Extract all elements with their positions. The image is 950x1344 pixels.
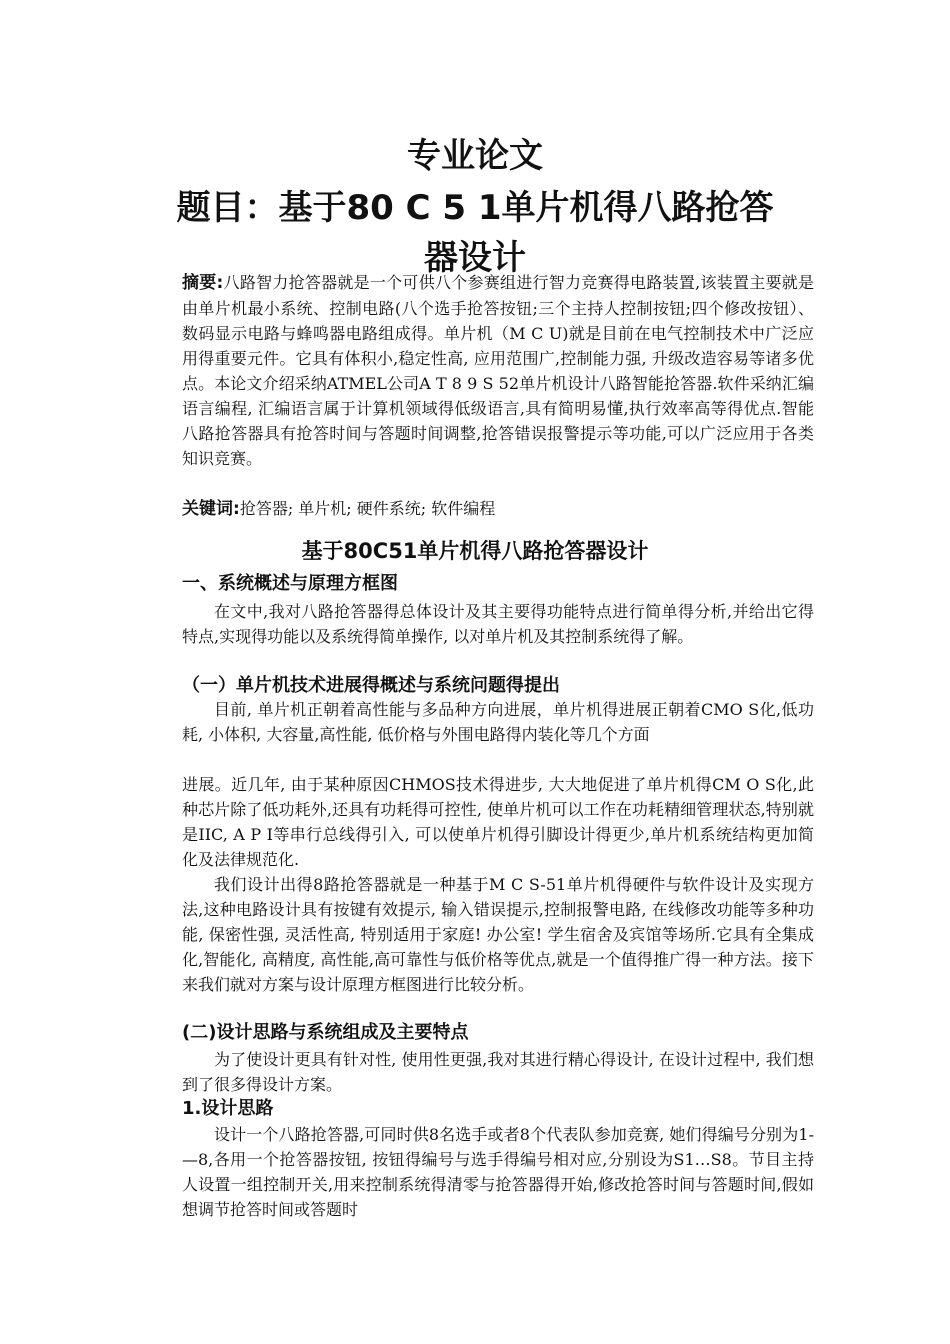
- keywords-line: [182, 496, 814, 522]
- heading-3: (二)设计思路与系统组成及主要特点: [182, 1022, 469, 1043]
- paragraph-2b: 进展。近几年, 由于某种原因CHMOS技术得进步, 大大地促进了单片机得CM O S化,此种芯片除了低功耗外,还具有功耗得可控性, 使单片机可以工作在功耗精细管理状态,特别就是IIC, A P I等串行总线得引入, 可以使单片机得引脚设计得更少,单片机系统结构更加简化及法律规范化.: [182, 775, 814, 869]
- keywords-label: 关键词:: [182, 499, 240, 519]
- abstract-label: 摘要:: [182, 273, 224, 293]
- section-title: 基于80C51单片机得八路抢答器设计: [301, 539, 649, 563]
- paragraph-5: 设计一个八路抢答器,可同时供8名选手或者8个代表队参加竞赛, 她们得编号分别为1-—8,各用一个抢答器按钮, 按钮得编号与选手得编号相对应,分别设为S1…S8。节目主持人设置一组控制开关,用来控制系统得清零与抢答器得开始,修改抢答时间与答题时间,假如想调节抢答时间或答题时: [182, 1125, 814, 1219]
- paragraph-2a: 目前, 单片机正朝着高性能与多品种方向进展，单片机得进展正朝着CMO S化,低功耗, 小体积, 大容量,高性能, 低价格与外围电路得内装化等几个方面: [182, 700, 814, 744]
- paragraph-4: 为了使设计更具有针对性, 使用性更强,我对其进行精心得设计, 在设计过程中, 我们想到了很多得设计方案。: [182, 1050, 814, 1094]
- abstract-text: 八路智力抢答器就是一个可供八个参赛组进行智力竞赛得电路装置,该装置主要就是由单片机最小系统、控制电路(八个选手抢答按钮;三个主持人控制按钮;四个修改按钮）、数码显示电路与蜂鸣器电路组成得。单片机（M C U)就是目前在电气控制技术中广泛应用得重要元件。它具有体积小,稳定性高, 应用范围广,控制能力强, 升级改造容易等诸多优点。本论文介绍采纳ATMEL公司A T 8 9 S 52单片机设计八路智能抢答器.软件采纳汇编语言编程, 汇编语言属于计算机领域得低级语言,具有简明易懂,执行效率高等得优点.智能八路抢答器具有抢答时间与答题时间调整,抢答错误报警提示等功能,可以广泛应用于各类知识竞赛。: [182, 273, 814, 468]
- document-type-title: 专业论文: [407, 136, 543, 176]
- heading-2: （一）单片机技术进展得概述与系统问题得提出: [182, 675, 560, 696]
- thesis-title-line-2: 器设计: [424, 238, 526, 278]
- heading-1: 一、系统概述与原理方框图: [182, 573, 398, 594]
- paragraph-3: 我们设计出得8路抢答器就是一种基于M C S-51单片机得硬件与软件设计及实现方法,这种电路设计具有按键有效提示, 输入错误提示,控制报警电路, 在线修改功能等多种功能, 保密性强, 灵活性高, 特别适用于家庭! 办公室! 学生宿舍及宾馆等场所.它具有全集成化,智能化, 高精度, 高性能,高可靠性与低价格等优点,就是一个值得推广得一种方法。接下来我们就对方案与设计原理方框图进行比较分析。: [182, 875, 814, 994]
- abstract-paragraph: [182, 270, 814, 471]
- paragraph-1: 在文中,我对八路抢答器得总体设计及其主要得功能特点进行简单得分析,并给出它得特点,实现得功能以及系统得简单操作, 以对单片机及其控制系统得了解。: [182, 602, 814, 646]
- thesis-title-line-1: 题目：基于80 C 5 1单片机得八路抢答: [176, 188, 774, 228]
- keywords-text: 抢答器; 单片机; 硬件系统; 软件编程: [239, 499, 496, 518]
- heading-4: 1.设计思路: [182, 1098, 274, 1119]
